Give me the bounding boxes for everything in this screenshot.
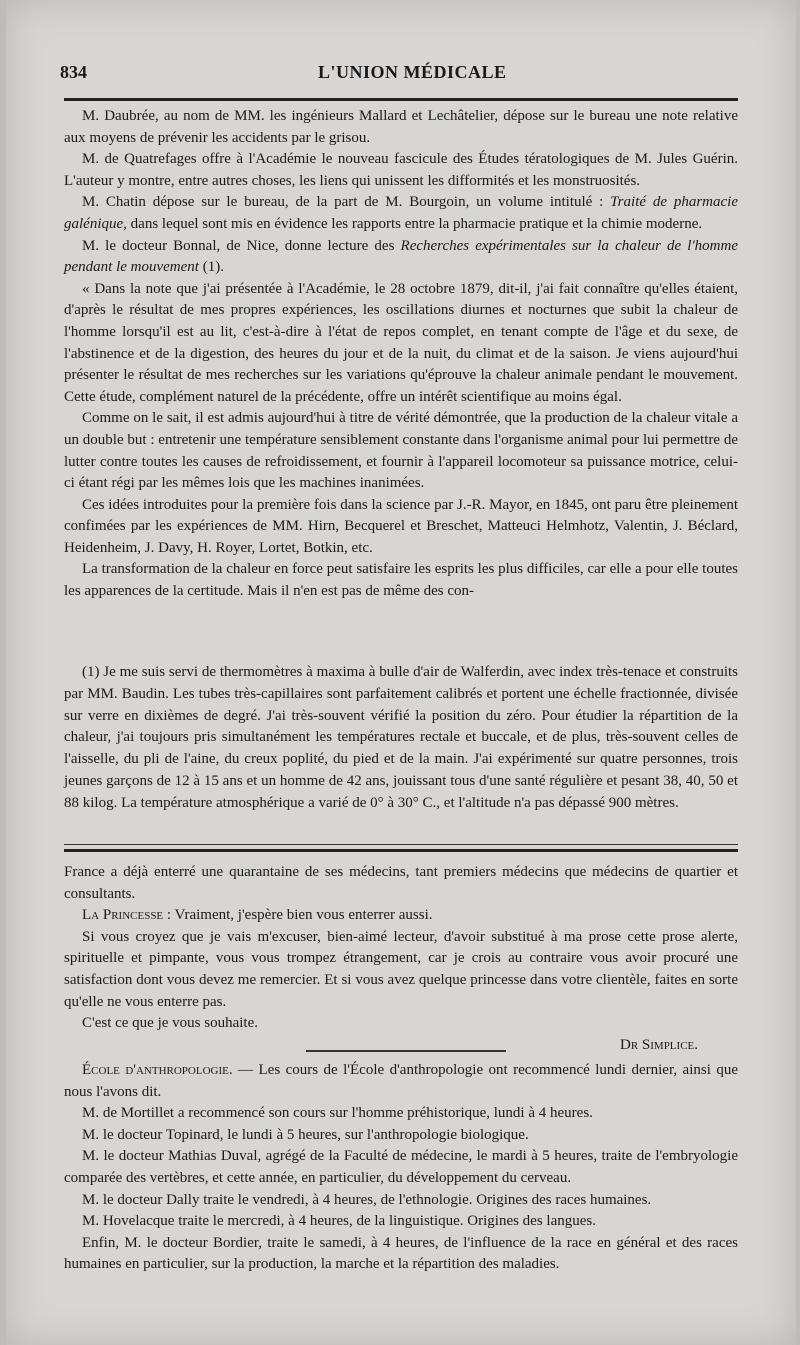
- paragraph-quote: « Dans la note que j'ai présentée à l'Académie, le 28 octobre 1879, dit-il, j'ai fait connaître qu'elles étaient, d'après le résultat de mes propres expériences, les oscillations diurnes et nocturnes que subit la chaleur de l'homme lorsqu'il est au lit, c'est-à-dire à l'état de repos complet, en tenant compte de l'âge et du sexe, de l'abstinence et de la digestion, des heures du jour et de la nuit, du climat et de la saison. Je viens aujourd'hui présenter le résultat de mes recherches sur les variations qu'éprouve la chaleur animale pendant le mouvement. Cette étude, complément naturel de la précédente, offre un intérêt scientifique au moins égal.: [64, 280, 738, 405]
- book-title: Traité de pharmacie galénique,: [64, 194, 738, 232]
- paragraph-mortillet: M. de Mortillet a recommencé son cours sur l'homme préhistorique, lundi à 4 heures.: [82, 1105, 593, 1122]
- paragraph-dally: M. le docteur Dally traite le vendredi, à 4 heures, de l'ethnologie. Origines des races humaines.: [82, 1191, 652, 1208]
- paragraph-mayor: Ces idées introduites pour la première fois dans la science par J.-R. Mayor, en 1845, ont paru être pleinement confimées par les expériences de MM. Hirn, Becquerel et Breschet, Matteuci Helmhotz, Valentin, J. Béclard, Heidenheim, J. Davy, H. Royer, Lortet, Botkin, etc.: [64, 496, 738, 556]
- paragraph-transformation: La transformation de la chaleur en force peut satisfaire les esprits les plus difficiles, car elle a pour elle toutes les apparences de la certitude. Mais il n'en est pas de même des con-: [64, 561, 738, 600]
- section-rule-top: [64, 844, 738, 845]
- paragraph-topinard: M. le docteur Topinard, le lundi à 5 heures, sur l'anthropologie biologique.: [82, 1126, 529, 1143]
- feuilleton: [64, 862, 738, 1056]
- paragraph-production: Comme on le sait, il est admis aujourd'hui à titre de vérité démontrée, que la production de la chaleur vitale a un double but : entretenir une température sensiblement constante dans l'organisme animal pour lui permettre de lutter contre toutes les causes de refroidissement, et fournir à l'appareil locomoteur sa puissance motrice, celui-ci étant régi par les mêmes lois que les machines inanimées.: [64, 410, 738, 492]
- footnote-text: (1) Je me suis servi de thermomètres à maxima à bulle d'air de Walferdin, avec index très-tenace et construits par MM. Baudin. Les tubes très-capillaires sont parfaitement calibrés et portent une échelle fractionnée, divisée sur verre en dixièmes de degré. J'ai très-souvent vérifié la position du zéro. Pour étudier la répartition de la chaleur, j'ai toujours pris simultanément les températures rectale et buccale, et de plus, très-souvent celles de l'aisselle, du pli de l'aine, du creux poplité, du pied et de la main. J'ai expérimenté sur quatre personnes, trois jeunes garçons de 12 à 15 ans et un homme de 42 ans, jouissant tous d'une santé régulière et pesant 38, 40, 50 et 88 kilog. La température atmosphérique a varié de 0° à 30° C., et l'altitude n'a pas dépassé 900 mètres.: [64, 664, 738, 811]
- paragraph-daubree: M. Daubrée, au nom de MM. les ingénieurs Mallard et Lechâtelier, dépose sur le bureau une note relative aux moyens de prévenir les accidents par le grisou.: [64, 108, 738, 146]
- paragraph-chatin: M. Chatin dépose sur le bureau, de la part de M. Bourgoin, un volume intitulé : Traité de pharmacie galénique, dans lequel sont mis en évidence les rapports entre la pharmacie pratique et la chimie moderne.: [64, 194, 738, 232]
- study-title: Recherches expérimentales sur la chaleur de l'homme pendant le mouvement: [64, 237, 738, 276]
- section-rule: [64, 849, 738, 852]
- paragraph-ecole: École d'anthropologie. — Les cours de l'École d'anthropologie ont recommencé lundi dernier, ainsi que nous l'avons dit.: [64, 1062, 738, 1100]
- paragraph-excuse: Si vous croyez que je vais m'excuser, bien-aimé lecteur, d'avoir substitué à ma prose cette prose alerte, spirituelle et pimpante, vous vous trompez étrangement, car je crois au contraire vous avoir procuré une satisfaction dont vous devez me remercier. Et si vous avez quelque princesse dans votre clientèle, faites en sorte qu'elle ne vous enterre pas.: [64, 928, 738, 1010]
- paragraph-princesse: La Princesse : Vraiment, j'espère bien vous enterrer aussi.: [82, 907, 433, 924]
- footnote: [64, 662, 738, 815]
- short-rule: [306, 1050, 506, 1052]
- ecole-anthropologie: [64, 1060, 738, 1276]
- page-header: [60, 62, 740, 86]
- paragraph-duval: M. le docteur Mathias Duval, agrégé de la Faculté de médecine, le mardi à 5 heures, traite de l'embryologie comparée des vertèbres, et cette année, en particulier, du développement du cerveau.: [64, 1148, 738, 1186]
- page-number: 834: [60, 62, 87, 82]
- paragraph-france: France a déjà enterré une quarantaine de ses médecins, tant premiers médecins que médecins de quartier et consultants.: [64, 864, 738, 902]
- section-heading: École d'anthropologie.: [82, 1062, 233, 1078]
- paragraph-bordier: Enfin, M. le docteur Bordier, traite le samedi, à 4 heures, de l'influence de la race en général et des races humaines en particulier, sur la production, la marche et la répartition des maladies.: [64, 1234, 738, 1273]
- paragraph-hovelacque: M. Hovelacque traite le mercredi, à 4 heures, de la linguistique. Origines des langues.: [82, 1213, 596, 1230]
- speaker-label: La Princesse :: [82, 907, 172, 924]
- header-rule: [64, 98, 738, 101]
- paragraph-souhaite: C'est ce que je vous souhaite.: [82, 1015, 258, 1032]
- paragraph-quatrefages: M. de Quatrefages offre à l'Académie le nouveau fascicule des Études tératologiques de M. Jules Guérin. L'auteur y montre, entre autres choses, les liens qui unissent les difformités et les monstruosités.: [64, 151, 738, 189]
- paragraph-bonnal: M. le docteur Bonnal, de Nice, donne lecture des Recherches expérimentales sur la chaleur de l'homme pendant le mouvement (1).: [64, 237, 738, 276]
- signature: Dr Simplice.: [619, 1036, 698, 1053]
- journal-page: [6, 0, 796, 1345]
- running-title: L'UNION MÉDICALE: [318, 62, 507, 82]
- academy-report: [64, 106, 738, 603]
